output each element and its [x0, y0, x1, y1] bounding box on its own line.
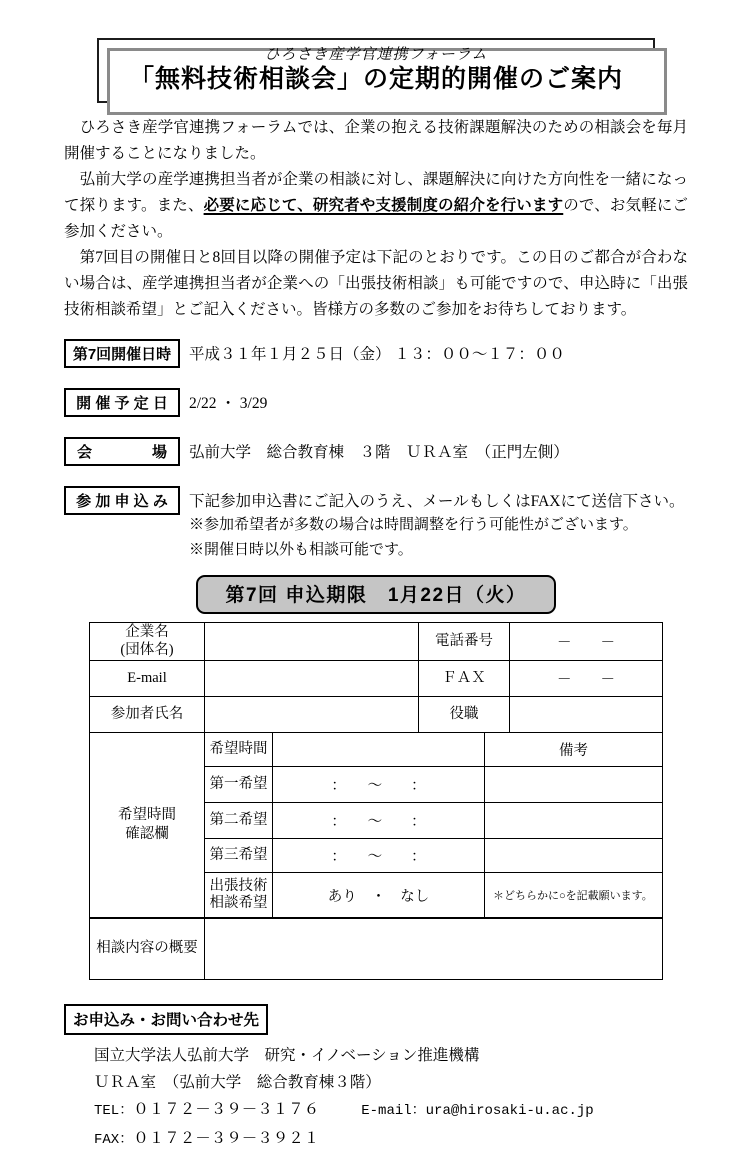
contact-tel-line — [94, 1096, 688, 1125]
application-form-table-summary — [89, 917, 663, 980]
preference-group-label: 希望時間 確認欄 — [90, 732, 205, 918]
intro-paragraph-2-pre: 弘前大学の産学連携担当者が企業の相談に対し、課題解決に向けた方向性を一緒になって探ります。また、 — [64, 171, 688, 215]
session-datetime-label: 第7回開催日時 — [64, 339, 180, 368]
third-choice-time-cell: ： ～ ： — [273, 838, 485, 872]
fax-label: ＦＡＸ — [419, 661, 510, 697]
onsite-consultation-note: ＊どちらかに○を記載願います。 — [485, 872, 663, 918]
venue-value: 弘前大学 総合教育棟 ３階 ＵＲＡ室 （正門左側） — [189, 444, 569, 462]
application-form-table-preference — [89, 732, 663, 919]
tel-label: TEL： — [94, 1103, 134, 1120]
participant-name-label: 参加者氏名 — [90, 697, 205, 733]
intro-paragraph-1: ひろさき産学官連携フォーラムでは、企業の抱える技術課題解決のための相談会を毎月開催することになりました。 — [64, 119, 688, 163]
first-choice-remark-cell — [485, 766, 663, 802]
email-input-cell — [205, 661, 419, 697]
participant-name-input-cell — [205, 697, 419, 733]
details-section — [64, 339, 688, 563]
fax-label: FAX： — [94, 1132, 134, 1149]
email-value: ura@hirosaki-u.ac.jp — [425, 1103, 594, 1120]
company-name-label: 企業名 (団体名) — [90, 623, 205, 661]
form-row-company — [90, 623, 663, 661]
title-box — [97, 38, 655, 103]
detail-row-venue — [64, 437, 688, 466]
contact-office: ＵＲＡ室 （弘前大学 総合教育棟３階） — [94, 1074, 381, 1092]
detail-row-schedule — [64, 388, 688, 417]
contact-organization: 国立大学法人弘前大学 研究・イノベーション推進機構 — [94, 1047, 480, 1065]
intro-section — [64, 115, 688, 323]
forum-name: ひろさき産学官連携フォーラム — [264, 47, 488, 63]
banner-row — [64, 575, 688, 614]
page-title: 「無料技術相談会」の定期的開催のご案内 — [128, 65, 623, 93]
application-label: 参 加 申 込 み — [64, 486, 180, 515]
contact-section — [64, 1004, 688, 1154]
second-choice-remark-cell — [485, 802, 663, 838]
fax-value-cell: － － — [510, 661, 663, 697]
form-row-email — [90, 661, 663, 697]
detail-row-session — [64, 339, 688, 368]
contact-fax-line — [94, 1125, 688, 1154]
email-label: E-mail： — [361, 1103, 426, 1120]
contact-lines — [94, 1042, 688, 1154]
venue-label: 会 場 — [64, 437, 180, 466]
intro-highlight-text: 必要に応じて、研究者や支援制度の紹介を行います — [203, 197, 564, 215]
application-value-block — [189, 486, 684, 563]
phone-value-cell: － － — [510, 623, 663, 661]
third-choice-label: 第三希望 — [205, 838, 273, 872]
email-label: E-mail — [90, 661, 205, 697]
contact-heading: お申込み・お問い合わせ先 — [64, 1004, 268, 1035]
phone-label: 電話番号 — [419, 623, 510, 661]
position-input-cell — [510, 697, 663, 733]
application-value: 下記参加申込書にご記入のうえ、メールもしくはFAXにて送信下さい。 — [189, 493, 685, 511]
first-choice-label: 第一希望 — [205, 766, 273, 802]
application-note-2: ※開催日時以外も相談可能です。 — [189, 542, 413, 559]
intro-paragraph-3: 第7回目の開催日と8回目以降の開催予定は下記のとおりです。この日のご都合が合わない場合は、産学連携担当者が企業への「出張技術相談」も可能ですので、申込時に「出張技術相談希望」とご記入ください。皆様方の多数のご参加をお待ちしております。 — [64, 249, 688, 319]
third-choice-remark-cell — [485, 838, 663, 872]
fax-value: ０１７２－３９－３９２１ — [133, 1130, 320, 1148]
second-choice-time-cell: ： ～ ： — [273, 802, 485, 838]
detail-row-application — [64, 486, 688, 563]
preferred-time-header: 希望時間 — [205, 732, 273, 766]
application-form-table-top — [89, 622, 663, 733]
tel-value: ０１７２－３９－３１７６ — [133, 1101, 320, 1119]
preferred-time-header-blank-cell — [273, 732, 485, 766]
session-datetime-value: 平成３１年１月２５日（金） １３：００～１７：００ — [189, 346, 565, 364]
second-choice-label: 第二希望 — [205, 802, 273, 838]
intro-paragraph-2 — [64, 167, 688, 245]
deadline-banner: 第7回 申込期限 1月22日（火） — [196, 575, 555, 614]
intro-paragraph-2-post: ので、お気軽にご参加ください。 — [64, 197, 688, 241]
preference-header-row — [90, 732, 663, 766]
consultation-summary-input-cell — [205, 918, 663, 980]
application-notes — [189, 513, 684, 563]
form-row-participant — [90, 697, 663, 733]
application-note-1: ※参加希望者が多数の場合は時間調整を行う可能性がございます。 — [189, 517, 638, 534]
position-label: 役職 — [419, 697, 510, 733]
first-choice-time-cell: ： ～ ： — [273, 766, 485, 802]
company-name-input-cell — [205, 623, 419, 661]
schedule-label: 開 催 予 定 日 — [64, 388, 180, 417]
onsite-consultation-options: あり ・ なし — [273, 872, 485, 918]
consultation-summary-row — [90, 918, 663, 980]
remarks-header: 備考 — [485, 732, 663, 766]
onsite-consultation-label: 出張技術 相談希望 — [205, 872, 273, 918]
schedule-value: 2/22 ・ 3/29 — [189, 395, 268, 413]
consultation-summary-label: 相談内容の概要 — [90, 918, 205, 980]
